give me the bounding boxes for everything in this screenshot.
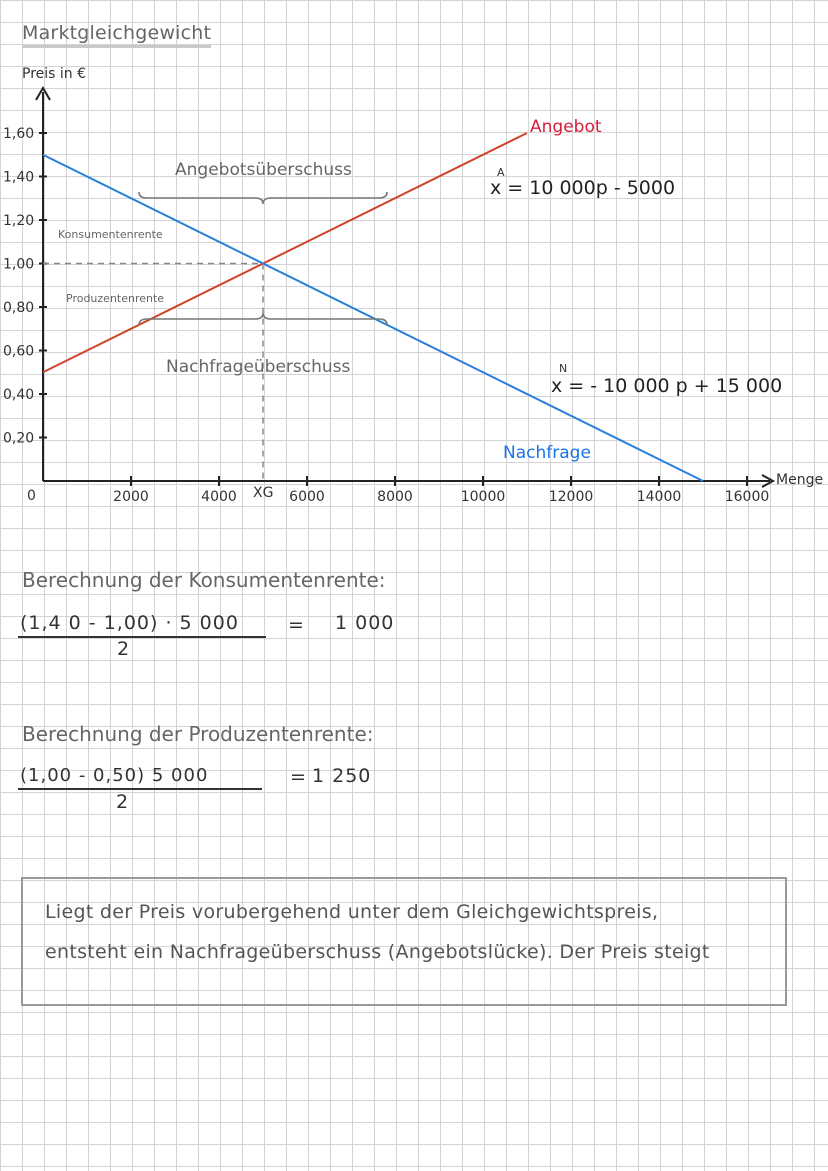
- equilibrium-x-label: XG: [253, 485, 274, 501]
- supply-label: Angebot: [530, 117, 602, 137]
- x-axis-label: Menge: [776, 472, 824, 488]
- y-tick-label: 0,60: [3, 343, 35, 360]
- consumer-calc-numerator: (1,4 0 - 1,00) · 5 000: [20, 612, 239, 634]
- y-tick-label: 1,60: [3, 126, 35, 142]
- note-box: [21, 877, 787, 1006]
- consumer-fraction-line: [18, 636, 266, 638]
- consumer-calc-equals: =: [288, 614, 305, 636]
- producer-calc-numerator: (1,00 - 0,50) 5 000: [20, 765, 209, 786]
- x-tick-label: 16000: [724, 489, 770, 505]
- origin-label: 0: [27, 488, 36, 504]
- consumer-surplus-label: Konsumentenrente: [58, 228, 163, 241]
- surplus-label: Angebotsüberschuss: [175, 160, 352, 180]
- shortage-label: Nachfrageüberschuss: [166, 357, 351, 377]
- x-tick-label: 8000: [377, 489, 413, 505]
- note-line-1: Liegt der Preis vorubergehend unter dem Gleichgewichtspreis,: [45, 901, 659, 923]
- y-axis-label: Preis in €: [22, 66, 87, 82]
- surplus-brace: [139, 192, 387, 204]
- x-tick-label: 6000: [289, 489, 325, 505]
- y-tick-label: 0,80: [3, 300, 35, 316]
- x-tick-label: 14000: [636, 489, 682, 505]
- consumer-calc-denominator: 2: [117, 638, 131, 660]
- x-tick-label: 4000: [201, 489, 237, 505]
- producer-calc-equals: =: [290, 766, 307, 788]
- note-line-2: entsteht ein Nachfrageüberschuss (Angebotslücke). Der Preis steigt: [45, 941, 710, 963]
- consumer-calc-heading: Berechnung der Konsumentenrente:: [22, 568, 386, 592]
- y-tick-label: 0,20: [3, 430, 35, 447]
- producer-fraction-line: [18, 788, 262, 790]
- demand-equation-symbol: N: [559, 362, 568, 375]
- supply-equation: x = 10 000p - 5000: [490, 177, 676, 199]
- x-tick-label: 2000: [113, 489, 149, 505]
- producer-surplus-label: Produzentenrente: [66, 292, 165, 305]
- market-equilibrium-chart: [0, 0, 828, 540]
- x-tick-label: 10000: [460, 489, 506, 505]
- demand-label: Nachfrage: [503, 443, 591, 463]
- producer-calc-denominator: 2: [116, 791, 130, 813]
- producer-calc-heading: Berechnung der Produzentenrente:: [22, 722, 374, 746]
- y-tick-label: 0,40: [3, 387, 35, 403]
- y-tick-label: 1,20: [3, 213, 35, 229]
- consumer-calc-result: 1 000: [335, 612, 395, 634]
- y-tick-label: 1,00: [3, 256, 35, 273]
- demand-line: [43, 155, 703, 481]
- demand-equation: x = - 10 000 p + 15 000: [551, 375, 783, 397]
- page-title: Marktgleichgewicht: [22, 22, 211, 48]
- supply-equation-symbol: A: [497, 166, 505, 179]
- y-tick-label: 1,40: [3, 169, 35, 186]
- producer-calc-result: 1 250: [312, 765, 372, 787]
- x-tick-label: 12000: [548, 489, 594, 505]
